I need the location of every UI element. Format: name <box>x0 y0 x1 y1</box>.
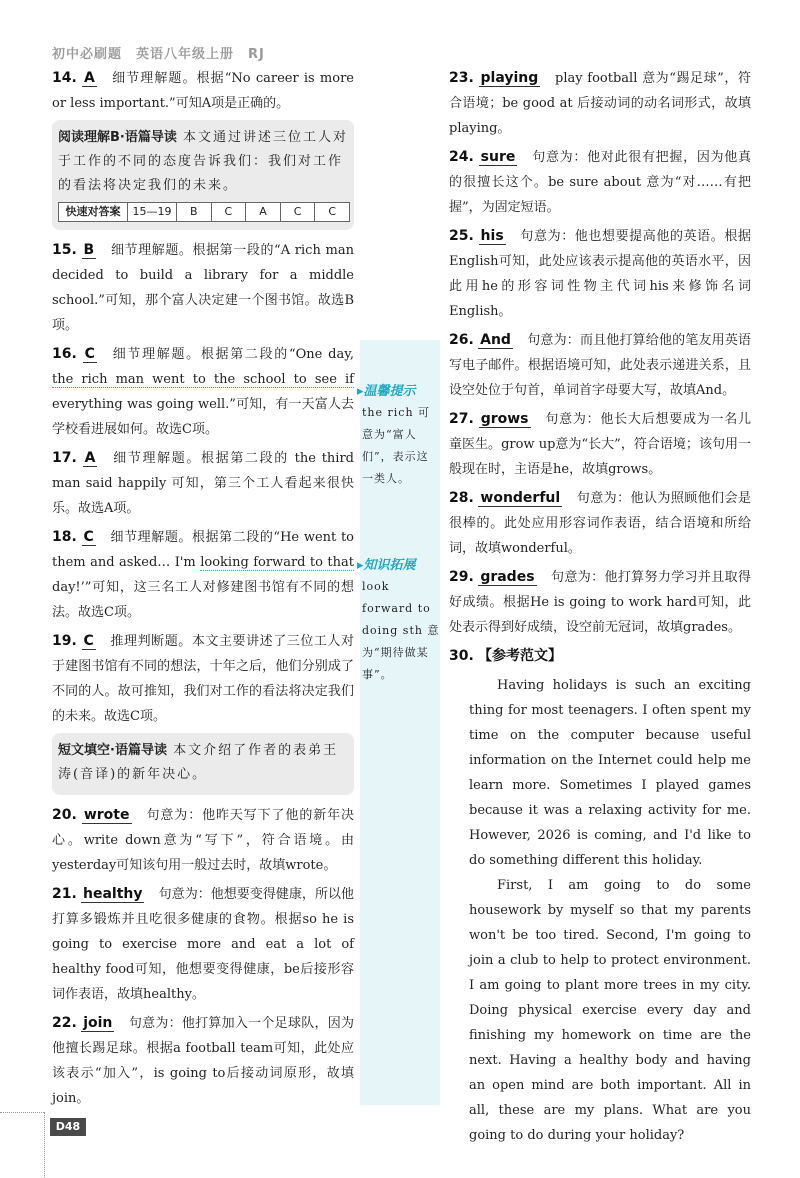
answer-item-27: 27. grows 句意为：他长大后想要成为一名儿童医生。grow up意为“长大”，符合语境；该句用一般现在时，主语是he，故填grows。 <box>449 411 751 477</box>
quick-answer-cell: C <box>281 203 316 221</box>
answer-item-18: 18. C 细节理解题。根据第二段的“He went to them and asked… I'm looking forward to that day!’”可知，这三名工人对修建图书馆有不同的想法。故选C项。 <box>52 529 354 620</box>
tip-anchor-text: the rich man went to the school to see if <box>52 372 354 387</box>
answer-item-26: 26. And 句意为：而且他打算给他的笔友用英语写电子邮件。根据语境可知，此处表示递进关系，且设空处位于句首，单词首字母要大写，故填And。 <box>449 332 751 398</box>
quick-answer-range: 15—19 <box>128 203 177 221</box>
running-header: 初中必刷题 英语八年级上册 RJ <box>52 47 265 62</box>
essay-paragraph: First, I am going to do some housework by myself so that my parents won't be too tired. Second, I'm going to join a club to help to protect environment. I am going to plant more trees in my city. Doing physical exercise every day and finishing my homework on time are the next. Having a healthy body and having an open mind are both important. All in all, these are my plans. What are you going to do during your holiday? <box>469 878 751 1143</box>
tip-anchor-text: looking forward to that <box>200 555 354 570</box>
quick-answer-cell: B <box>177 203 212 221</box>
answer-item-29: 29. grades 句意为：他打算努力学习并且取得好成绩。根据He is going to work hard可知，此处表示得到好成绩，设空前无冠词，故填grades。 <box>449 569 751 635</box>
answer-item-19: 19. C 推理判断题。本文主要讲述了三位工人对于建图书馆有不同的想法，十年之后，他们分别成了不同的人。故可推知，我们对工作的看法将决定我们的未来。故选C项。 <box>52 633 354 724</box>
answer-item-16: 16. C 细节理解题。根据第二段的“One day, the rich man went to the school to see if everything was going well.”可知，有一天富人去学校看进展如何。故选C项。 <box>52 346 354 437</box>
answer-item-17: 17. A 细节理解题。根据第二段的 the third man said happily 可知，第三个工人看起来很快乐。故选A项。 <box>52 450 354 516</box>
essay-paragraph: Having holidays is such an exciting thing for most teenagers. I often spent my time on the computer because useful information on the Internet could help me learn more. Sometimes I played games because it was a relaxing activity for me. However, 2026 is coming, and I'd like to do something different this holiday. <box>469 678 751 868</box>
tip-text-warm: the rich 可意为“富人们”，表示这一类人。 <box>362 406 431 485</box>
left-column <box>52 66 354 1115</box>
answer-item-20: 20. wrote 句意为：他昨天写下了他的新年决心。write down意为“写下”，符合语境。由yesterday可知该句用一般过去时，故填wrote。 <box>52 807 354 873</box>
answer-item-15: 15. B 细节理解题。根据第一段的“A rich man decided to build a library for a middle school.”可知，那个富人决定建一个图书馆。故选B项。 <box>52 242 354 333</box>
quick-answer-cell: C <box>212 203 247 221</box>
reading-b-guide: 阅读理解B·语篇导读 本文通过讲述三位工人对于工作的不同的态度告诉我们：我们对工作的看法将决定我们的未来。 快速对答案 15—19 B C A C C <box>52 120 354 230</box>
tip-title-knowledge: ▸知识拓展 <box>357 558 416 573</box>
corner-dotted-rule <box>0 1112 44 1113</box>
answer-item-21: 21. healthy 句意为：他想要变得健康，所以他打算多锻炼并且吃很多健康的食物。根据so he is going to exercise more and eat a lot of healthy food可知，他想要变得健康，be后接形容词作表语，故填healthy。 <box>52 886 354 1002</box>
tip-title-warm: ▸温馨提示 <box>357 384 416 399</box>
page-number: D48 <box>50 1118 86 1136</box>
corner-dotted-rule <box>44 1112 45 1178</box>
tip-text-knowledge: look forward to doing sth 意为“期待做某事”。 <box>362 580 440 681</box>
answer-item-24: 24. sure 句意为：他对此很有把握，因为他真的很擅长这个。be sure about 意为“对……有把握”，为固定短语。 <box>449 149 751 215</box>
answer-item-23: 23. playing play football 意为“踢足球”，符合语境；be good at 后接动词的动名词形式，故填playing。 <box>449 70 751 136</box>
right-column <box>449 66 751 1148</box>
quick-answer-cell: C <box>328 205 337 218</box>
essay-heading: 30. 【参考范文】 <box>449 648 562 664</box>
answer-item-22: 22. join 句意为：他打算加入一个足球队，因为他擅长踢足球。根据a football team可知，此处应该表示“加入”，is going to后接动词原形，故填join。 <box>52 1015 354 1106</box>
model-essay <box>449 673 751 1148</box>
quick-answer-table <box>58 202 350 222</box>
quick-answer-cell: A <box>246 203 281 221</box>
quick-answer-label: 快速对答案 <box>59 203 128 221</box>
answer-item-28: 28. wonderful 句意为：他认为照顾他们会是很棒的。此处应用形容词作表语，结合语境和所给词，故填wonderful。 <box>449 490 751 556</box>
cloze-guide: 短文填空·语篇导读 本文介绍了作者的表弟王涛(音译)的新年决心。 <box>52 733 354 795</box>
answer-item-25: 25. his 句意为：他也想要提高他的英语。根据English可知，此处应该表示提高他的英语水平，因此用he的形容词性物主代词his来修饰名词English。 <box>449 228 751 319</box>
answer-item-14: 14. A 细节理解题。根据“No career is more or less important.”可知A项是正确的。 <box>52 70 354 111</box>
